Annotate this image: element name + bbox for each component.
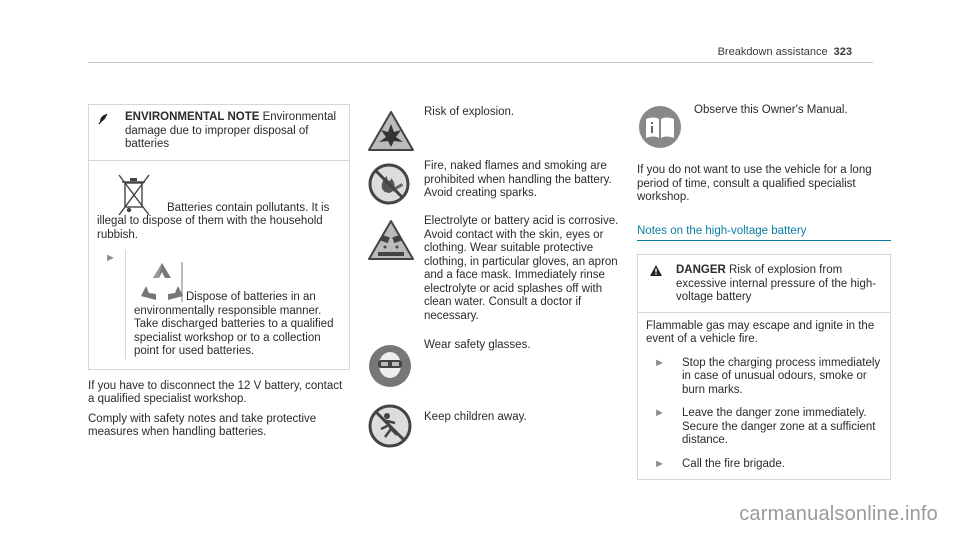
column-1	[88, 104, 350, 440]
danger-step-3: ► Call the fire brigade.	[646, 458, 882, 472]
header-section: Breakdown assistance	[717, 46, 828, 58]
no-fire-text: Fire, naked flames and smoking are prohibited when handling the battery. Avoid creating sparks.	[424, 160, 612, 199]
crossed-bin-icon	[117, 173, 151, 219]
manual-text: Observe this Owner's Manual.	[694, 104, 848, 116]
danger-label: DANGER	[676, 264, 726, 276]
environmental-note-intro: ENVIRONMENTAL NOTE Environmental damage due to improper disposal of batteries	[125, 111, 337, 150]
page-header	[718, 46, 852, 60]
danger-box	[637, 254, 891, 480]
safety-glasses-icon	[367, 343, 413, 389]
column-2	[367, 104, 619, 451]
corrosive-item	[367, 215, 619, 336]
explosion-item	[367, 104, 619, 152]
danger-intro: DANGER Risk of explosion from excessive internal pressure of the high-voltage battery	[676, 264, 877, 303]
recycling-icon	[138, 260, 186, 304]
page-number: 323	[833, 46, 852, 58]
warning-triangle-icon	[646, 264, 672, 305]
pollutants-text: Batteries contain pollutants. It is illegal to dispose of them with the household rubbish.	[97, 201, 330, 241]
no-fire-item	[367, 160, 619, 211]
environmental-note-box	[88, 104, 350, 370]
book-icon	[637, 104, 683, 150]
bullet-arrow-icon: ►	[654, 407, 665, 419]
column-3	[637, 104, 891, 480]
bullet-arrow-icon: ►	[654, 356, 665, 369]
manual-item	[637, 104, 891, 156]
safety-glasses-text: Wear safety glasses.	[424, 339, 531, 351]
section-title: Notes on the high-voltage battery	[637, 224, 807, 237]
leaf-icon	[97, 111, 117, 152]
safety-glasses-item	[367, 339, 619, 395]
bullet-arrow-icon: ►	[105, 252, 116, 264]
keep-children-away-icon	[367, 403, 413, 449]
corrosive-text: Electrolyte or battery acid is corrosive. Avoid contact with the skin, eyes or clothing. Wear suitable protective clothing, in particular gloves, an apron and a face mask. Immediately rinse electrolyte or acid splashes off with clean water. Consult a doctor if necessary.	[424, 215, 619, 322]
long-period-paragraph: If you do not want to use the vehicle for a long period of time, consult a qualified specialist workshop.	[637, 164, 872, 203]
dispose-text: Dispose of batteries in an environmentally responsible manner. Take discharged batteries to a qualified specialist workshop or to a collection point for used batteries.	[134, 291, 334, 357]
danger-body: Flammable gas may escape and ignite in the event of a vehicle fire.	[646, 319, 875, 345]
dispose-step	[97, 250, 341, 359]
keep-children-away-item	[367, 403, 619, 451]
section-heading-hv	[637, 225, 891, 242]
danger-step-1: ► Stop the charging process immediately in case of unusual odours, smoke or burn marks.	[646, 357, 882, 398]
header-rule	[88, 62, 873, 63]
keep-children-away-text: Keep children away.	[424, 411, 527, 423]
watermark-text: carmanualsonline.info	[739, 503, 938, 525]
explosion-warning-icon	[367, 110, 415, 152]
bullet-arrow-icon: ►	[654, 457, 665, 470]
disconnect-paragraph: If you have to disconnect the 12 V battery, contact a qualified specialist workshop.	[88, 379, 343, 405]
pollutants-block	[97, 169, 341, 243]
no-fire-icon	[367, 162, 411, 206]
corrosive-warning-icon	[367, 219, 415, 261]
danger-step-2: ► Leave the danger zone immediately. Secure the danger zone at a sufficient distance.	[646, 407, 882, 448]
environmental-note-title: ENVIRONMENTAL NOTE	[125, 111, 260, 123]
comply-paragraph: Comply with safety notes and take protective measures when handling batteries.	[88, 412, 317, 438]
explosion-text: Risk of explosion.	[424, 106, 515, 118]
